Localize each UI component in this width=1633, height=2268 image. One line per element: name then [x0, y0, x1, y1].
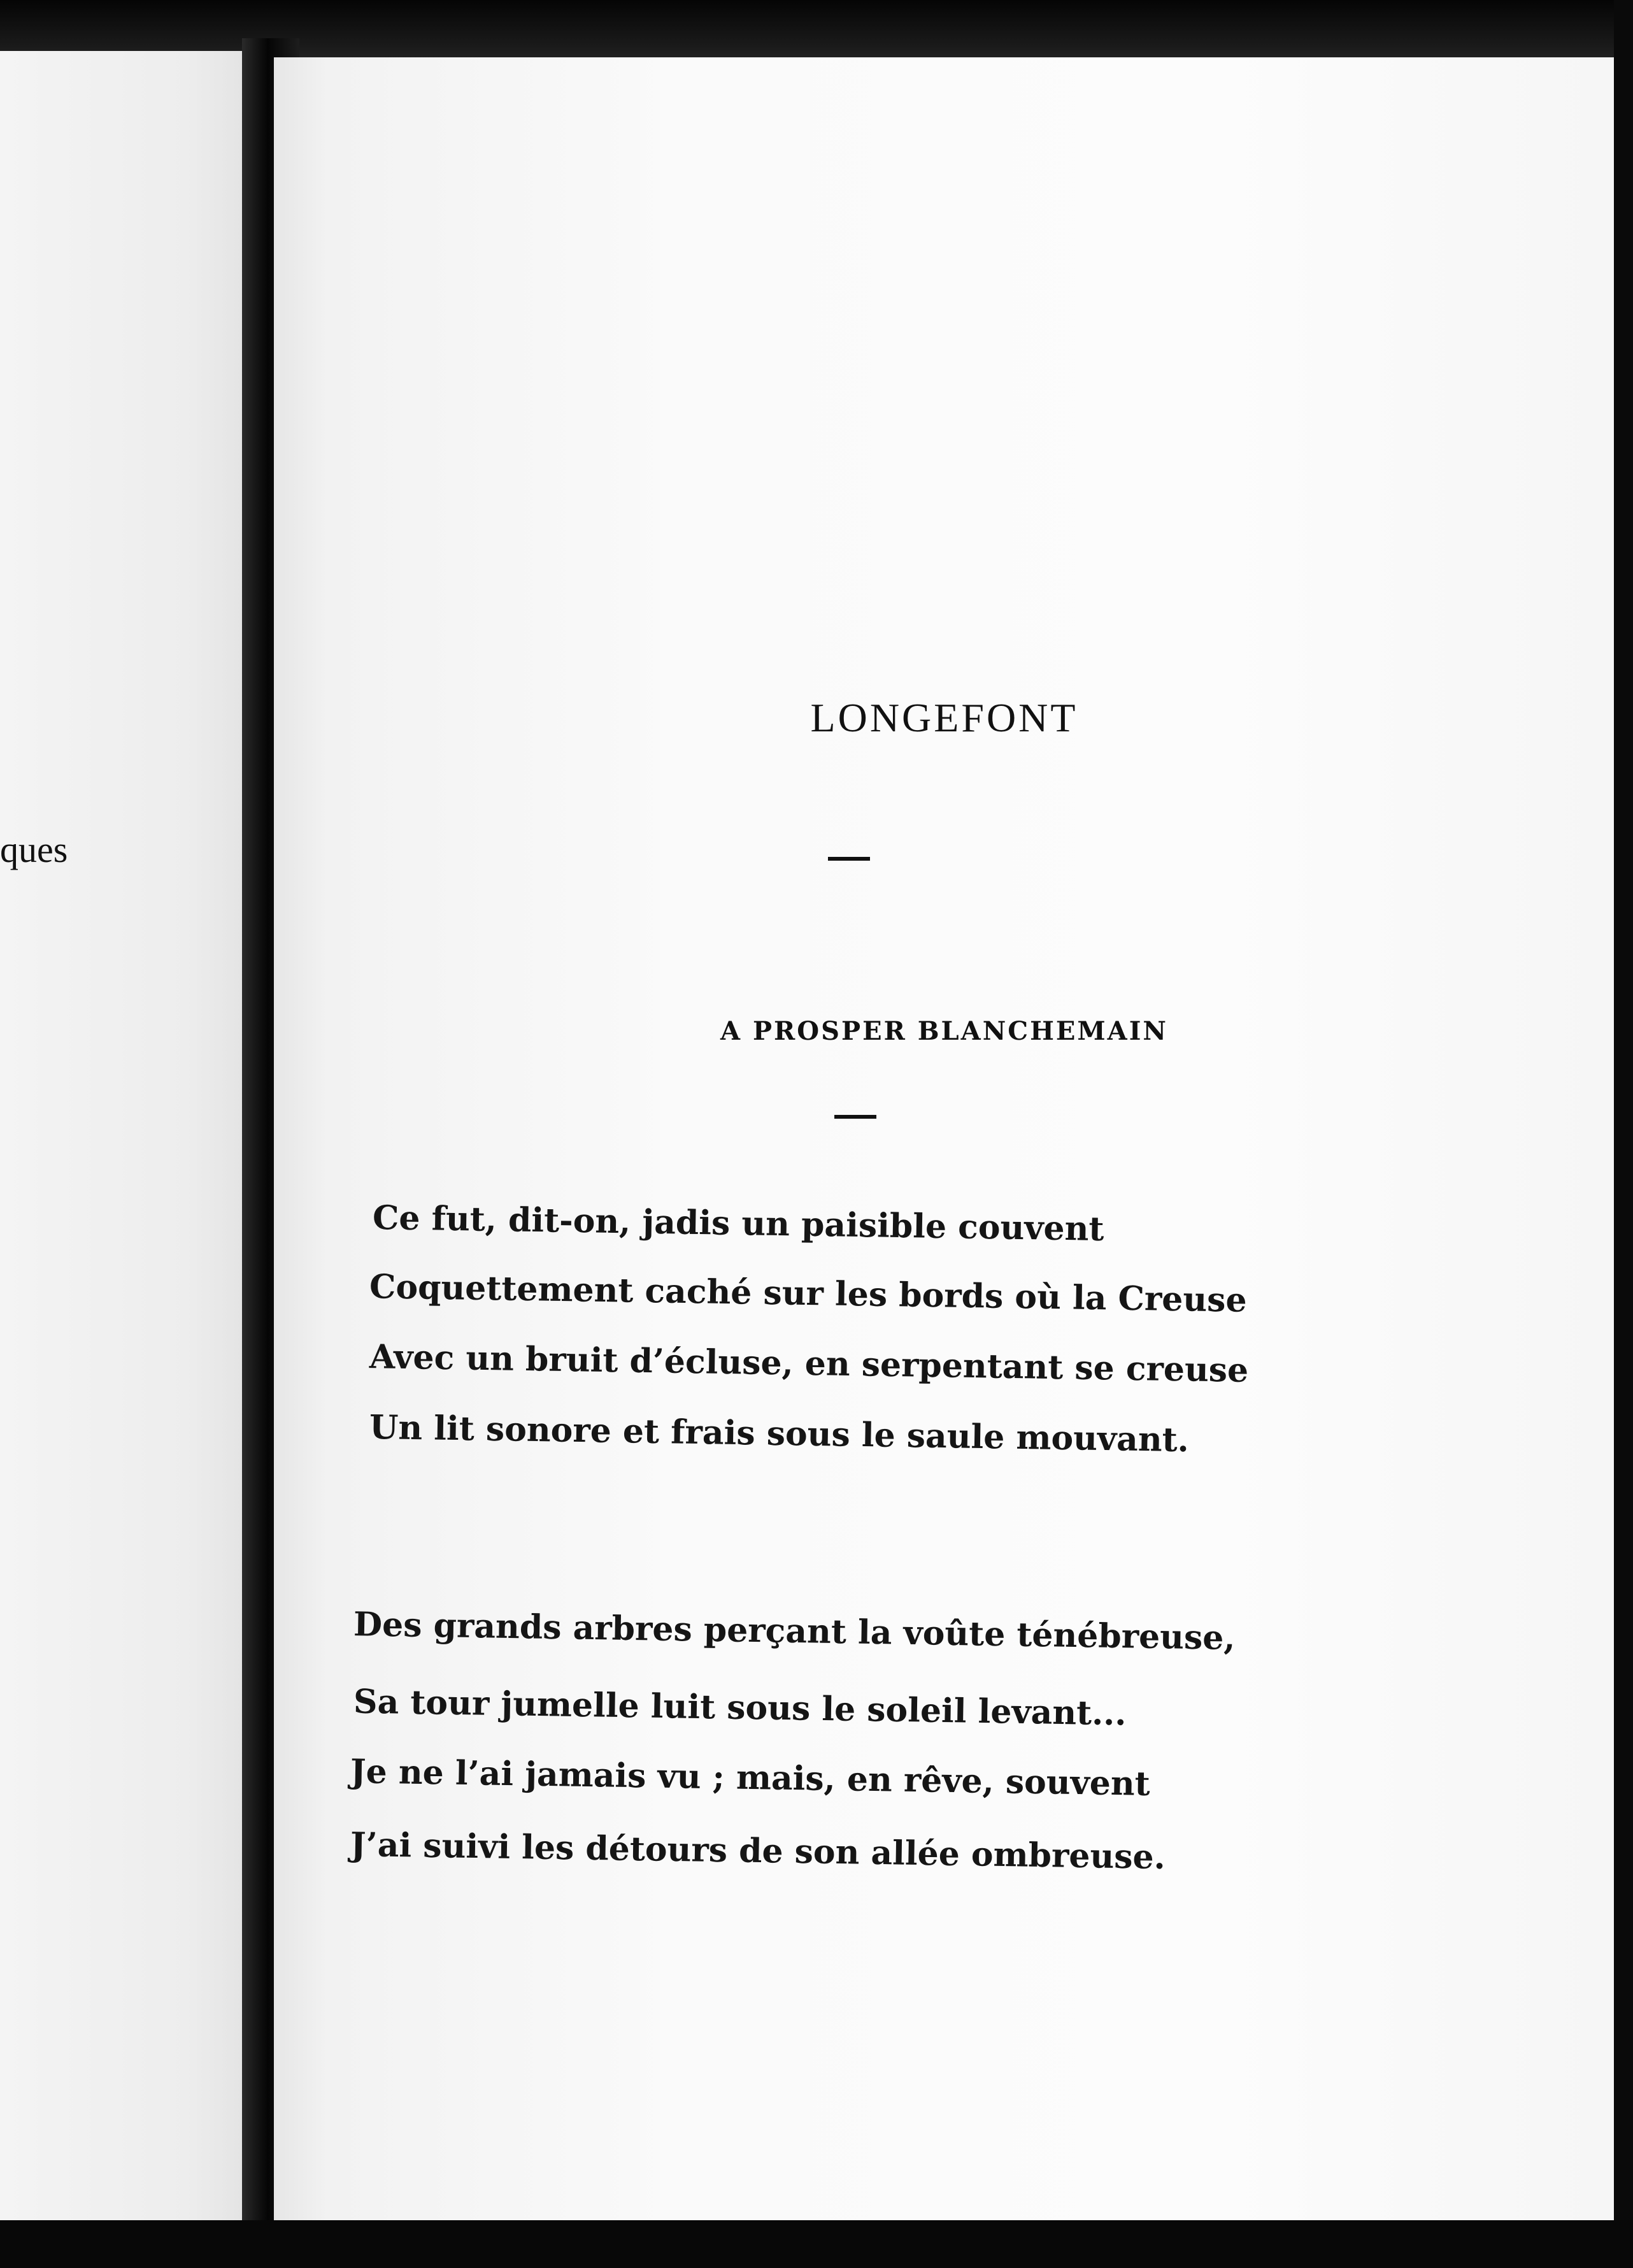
right-page [274, 57, 1615, 2220]
poem-line: Sa tour jumelle luit sous le soleil levant... [353, 1682, 1127, 1733]
poem-line: Avec un bruit d’écluse, en serpentant se creuse [369, 1337, 1249, 1390]
title-divider [828, 857, 870, 861]
poem-dedication: A PROSPER BLANCHEMAIN [720, 1016, 1168, 1046]
poem-line: Je ne l’ai jamais vu ; mais, en rêve, souvent [350, 1752, 1151, 1804]
poem-line: Ce fut, dit-on, jadis un paisible couvent [372, 1198, 1104, 1249]
poem-line: J’ai suivi les détours de son allée ombreuse. [350, 1825, 1166, 1877]
dedication-divider [834, 1115, 876, 1119]
left-page [0, 51, 267, 2223]
scan-bottom-border [0, 2220, 1633, 2268]
poem-line: Des grands arbres perçant la voûte ténébreuse, [353, 1605, 1236, 1658]
left-page-text-fragment: ques [0, 829, 68, 870]
poem-line: Coquettement caché sur les bords où la Creuse [369, 1267, 1248, 1320]
poem-title: LONGEFONT [810, 695, 1078, 740]
scan-right-border [1614, 0, 1633, 2268]
poem-line: Un lit sonore et frais sous le saule mouvant. [369, 1407, 1190, 1460]
